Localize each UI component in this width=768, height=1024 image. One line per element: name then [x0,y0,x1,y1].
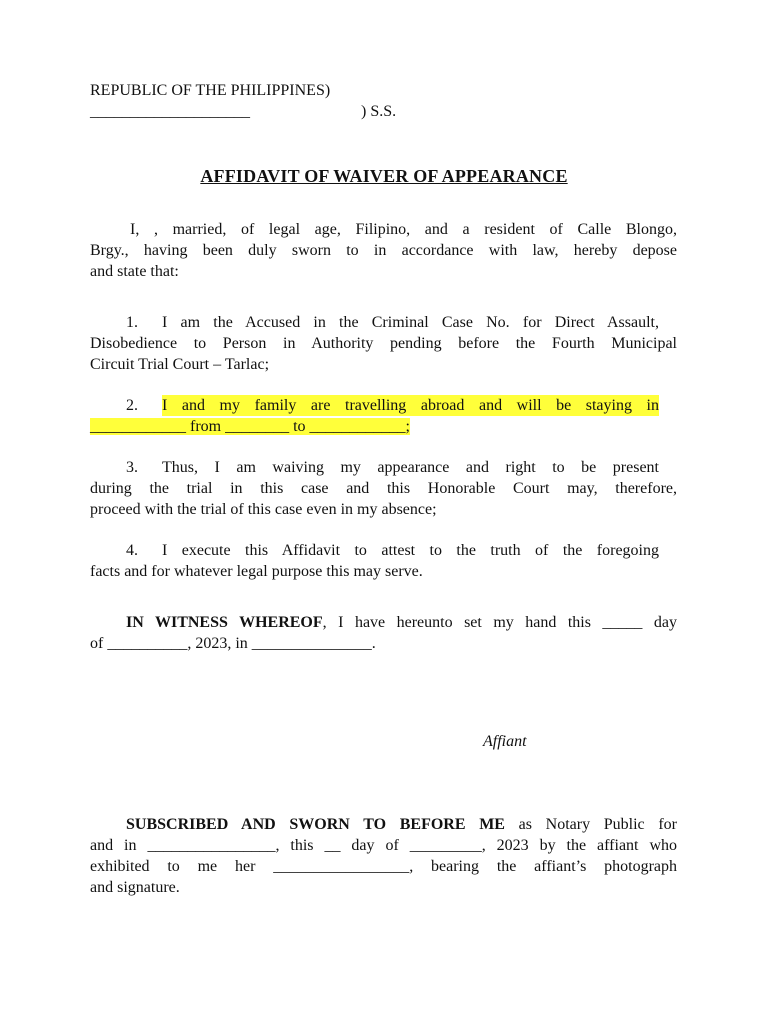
item-4-line-1 [90,540,677,561]
item-3-line-2: during the trial in this case and this Honorable Court may, therefore, [90,480,677,497]
jurat-text-1: as Notary Public for [504,816,677,833]
jurat-heading: SUBSCRIBED AND SWORN TO BEFORE ME [126,816,505,833]
item-3-line-3: proceed with the trial of this case even in my absence; [90,501,437,518]
venue-blank: ____________________ [90,103,250,120]
item-2-line-2 [90,416,677,437]
witness-paragraph [90,612,677,654]
affiant-label: Affiant [483,733,527,750]
item-1-number: 1. [126,314,138,331]
item-1-line-1 [90,312,677,333]
witness-heading: IN WITNESS WHEREOF [126,614,323,631]
item-2-number: 2. [126,397,138,414]
item-4 [90,540,677,582]
venue-ss: ) S.S. [361,103,397,120]
jurat-paragraph [90,814,677,898]
witness-text-1: , I have hereunto set my hand this _____ day [322,614,678,631]
intro-line-1: I, , married, of legal age, Filipino, and a resident of Calle Blongo, [130,221,677,238]
jurat-line-1 [90,814,677,835]
document-title: AFFIDAVIT OF WAIVER OF APPEARANCE [200,166,568,186]
item-4-text-1: I execute this Affidavit to attest to the truth of the foregoing [162,542,659,559]
item-1-text-1: I am the Accused in the Criminal Case No. for Direct Assault, [162,314,659,331]
item-2-text-1: I and my family are travelling abroad and will be staying in [162,397,659,414]
venue-line-1: REPUBLIC OF THE PHILIPPINES) [90,82,331,99]
item-3 [90,457,677,520]
witness-line-1 [90,612,677,633]
intro-paragraph [90,219,677,282]
item-1-line-3: Circuit Trial Court – Tarlac; [90,356,270,373]
item-3-text-1: Thus, I am waiving my appearance and right to be present [162,459,659,476]
jurat-line-2: and in ________________, this __ day of _________, 2023 by the affiant who [90,837,677,854]
item-2-line-1 [90,395,677,416]
item-4-line-2: facts and for whatever legal purpose this may serve. [90,563,423,580]
item-3-line-1 [90,457,677,478]
intro-line-2: Brgy., having been duly sworn to in accordance with law, hereby depose [90,242,677,259]
item-1-line-2: Disobedience to Person in Authority pending before the Fourth Municipal [90,335,677,352]
jurat-line-4: and signature. [90,879,180,896]
intro-line-3: and state that: [90,263,179,280]
item-2 [90,395,677,437]
item-3-number: 3. [126,459,138,476]
item-1 [90,312,677,375]
item-4-number: 4. [126,542,138,559]
jurat-line-3: exhibited to me her _________________, bearing the affiant’s photograph [90,858,677,875]
witness-line-2: of __________, 2023, in _______________. [90,635,376,652]
item-2-text-2: ____________ from ________ to ____________; [90,418,410,435]
